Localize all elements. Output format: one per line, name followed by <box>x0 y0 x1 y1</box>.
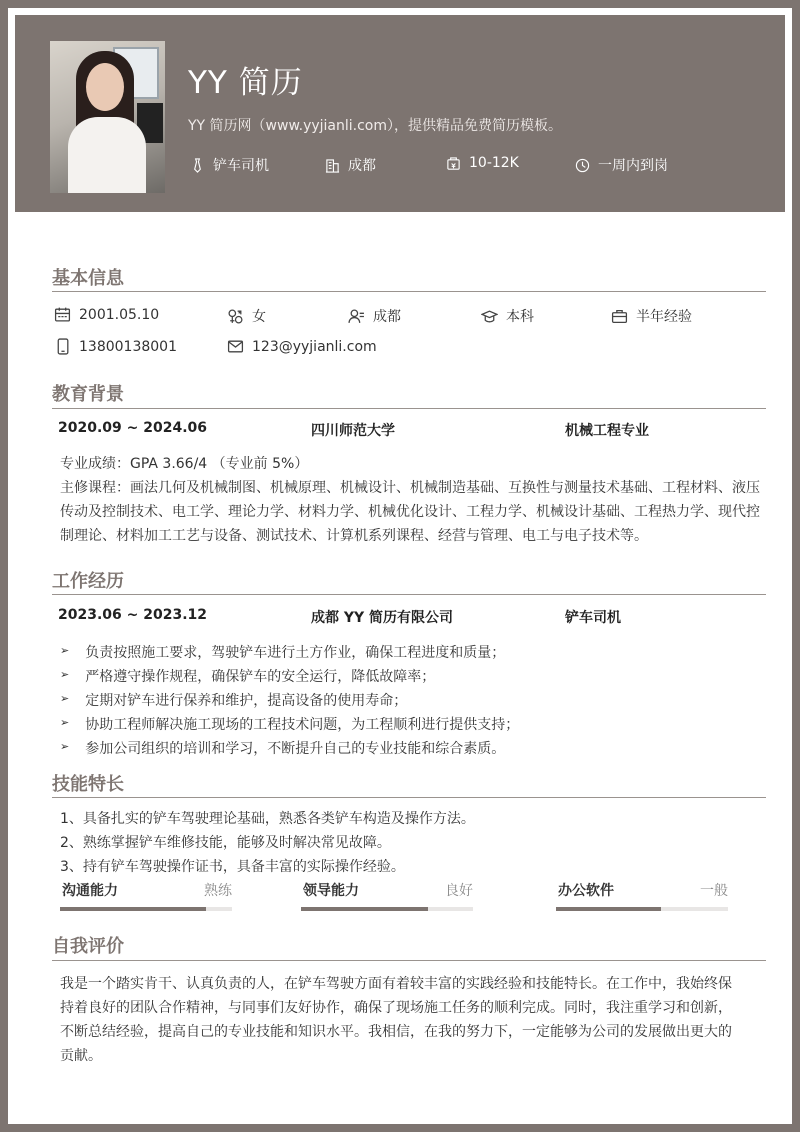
job-target <box>190 155 269 175</box>
tie-icon <box>190 158 205 173</box>
arrow-bullet-icon: ➢ <box>60 644 70 657</box>
section-title-basic: 基本信息 <box>52 268 124 289</box>
tagline: YY 简历网（www.yyjianli.com），提供精品免费简历模板。 <box>188 118 562 134</box>
gender-icon <box>227 308 244 325</box>
clock-icon <box>575 158 590 173</box>
phone-text: 13800138001 <box>79 338 177 355</box>
divider <box>52 594 766 595</box>
work-company: 成都 YY 简历有限公司 <box>311 610 454 626</box>
section-title-skills: 技能特长 <box>52 774 124 795</box>
skill-bar-label: 办公软件 <box>558 883 614 899</box>
skill-bar-level: 一般 <box>700 883 728 899</box>
degree-text: 本科 <box>506 309 534 325</box>
arrow-bullet-icon: ➢ <box>60 692 70 705</box>
section-title-self: 自我评价 <box>52 936 124 957</box>
education-period: 2020.09 ~ 2024.06 <box>58 420 208 436</box>
building-icon <box>325 158 340 173</box>
section-title-education: 教育背景 <box>52 384 124 405</box>
email <box>227 338 377 355</box>
phone <box>54 338 177 355</box>
availability <box>575 155 668 175</box>
list-item: ➢ 参加公司组织的培训和学习，不断提升自己的专业技能和综合素质。 <box>60 740 506 757</box>
salary-text: 10-12K <box>469 155 519 171</box>
education-courses: 主修课程：画法几何及机械制图、机械原理、机械设计、机械制造基础、互换性与测量技术基础、工程材料、液压传动及控制技术、电工学、理论力学、材料力学、机械优化设计、工程力学、机械设计基础、工程热力学、现代控制理论、材料加工工艺与设备、测试技术、计算机系列课程、经营与管理、电工与电子技术等。 <box>60 480 760 544</box>
gender-text: 女 <box>252 309 266 325</box>
gender <box>227 306 266 326</box>
skill-bar-level: 熟练 <box>204 883 232 899</box>
work-position: 铲车司机 <box>565 610 621 626</box>
list-item: ➢ 定期对铲车进行保养和维护，提高设备的使用寿命； <box>60 692 408 709</box>
resume-sheet <box>8 8 792 1124</box>
arrow-bullet-icon: ➢ <box>60 740 70 753</box>
graduation-cap-icon <box>481 308 498 325</box>
birth-date-text: 2001.05.10 <box>79 306 160 323</box>
user-icon <box>348 308 365 325</box>
experience <box>611 306 692 326</box>
mail-icon <box>227 338 244 355</box>
divider <box>52 291 766 292</box>
divider <box>52 960 766 961</box>
skill-bar-level: 良好 <box>445 883 473 899</box>
skill-item: 1、具备扎实的铲车驾驶理论基础，熟悉各类铲车构造及操作方法。 <box>60 811 475 827</box>
availability-text: 一周内到岗 <box>598 158 668 174</box>
arrow-bullet-icon: ➢ <box>60 716 70 729</box>
skill-bar-track <box>556 907 728 911</box>
city <box>325 155 376 175</box>
list-item: ➢ 协助工程师解决施工现场的工程技术问题，为工程顺利进行提供支持； <box>60 716 520 733</box>
resume-name: YY 简历 <box>188 65 303 101</box>
list-item: ➢ 严格遵守操作规程，确保铲车的安全运行，降低故障率； <box>60 668 436 685</box>
header-banner <box>15 15 785 212</box>
work-period: 2023.06 ~ 2023.12 <box>58 607 208 623</box>
self-evaluation-text: 我是一个踏实肯干、认真负责的人，在铲车驾驶方面有着较丰富的实践经验和技能特长。在工作中，我始终保持着良好的团队合作精神，与同事们友好协作，确保了现场施工任务的顺利完成。同时，我注重学习和创新，不断总结经验，提高自己的专业技能和知识水平。我相信，在我的努力下，一定能够为公司的发展做出更大的贡献。 <box>60 976 732 1064</box>
section-title-work: 工作经历 <box>52 571 124 592</box>
education-major: 机械工程专业 <box>565 423 649 439</box>
hometown <box>348 306 401 326</box>
experience-text: 半年经验 <box>636 309 692 325</box>
education-school: 四川师范大学 <box>311 423 395 439</box>
wallet-icon <box>446 156 461 171</box>
skill-bar-track <box>60 907 232 911</box>
skill-bar-fill <box>60 907 206 911</box>
phone-icon <box>54 338 71 355</box>
education-gpa: 专业成绩：GPA 3.66/4 （专业前 5%） <box>60 456 309 472</box>
briefcase-icon <box>611 308 628 325</box>
birth-date <box>54 306 159 323</box>
skill-bar-track <box>301 907 473 911</box>
degree <box>481 306 534 326</box>
divider <box>52 797 766 798</box>
hometown-text: 成都 <box>373 309 401 325</box>
list-item: ➢ 负责按照施工要求，驾驶铲车进行土方作业，确保工程进度和质量； <box>60 644 506 661</box>
skill-bar-fill <box>556 907 661 911</box>
profile-photo <box>50 41 165 193</box>
skill-bar-fill <box>301 907 428 911</box>
skill-bar-label: 沟通能力 <box>62 883 118 899</box>
job-target-text: 铲车司机 <box>213 158 269 174</box>
skill-item: 3、持有铲车驾驶操作证书，具备丰富的实际操作经验。 <box>60 859 405 875</box>
divider <box>52 408 766 409</box>
salary <box>446 155 519 171</box>
email-text: 123@yyjianli.com <box>252 338 377 355</box>
calendar-icon <box>54 306 71 323</box>
skill-bar-label: 领导能力 <box>303 883 359 899</box>
city-text: 成都 <box>348 158 376 174</box>
arrow-bullet-icon: ➢ <box>60 668 70 681</box>
skill-item: 2、熟练掌握铲车维修技能，能够及时解决常见故障。 <box>60 835 391 851</box>
